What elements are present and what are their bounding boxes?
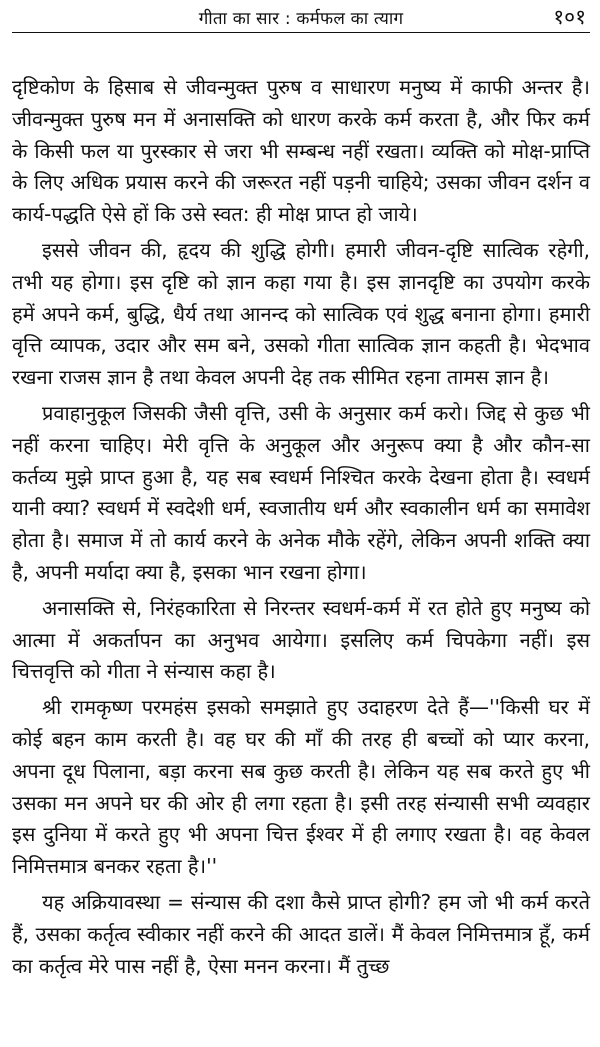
paragraph-2: इससे जीवन की, हृदय की शुद्धि होगी। हमारी जीवन-दृष्टि सात्विक रहेगी, तभी यह होगा। इस दृष्टि को ज्ञान कहा गया है। इस ज्ञानदृष्टि का उपयोग करके हमें अपने कर्म, बुद्धि, धैर्य तथा आनन्द को सात्विक एवं शुद्ध बनाना होगा। हमारी वृत्ति व्यापक, उदार और सम बने, उसको गीता सात्विक ज्ञान कहती है। भेदभाव रखना राजस ज्ञान है तथा केवल अपनी देह तक सीमित रहना तामस ज्ञान है। [12,237,590,390]
header-rule [12,32,590,33]
running-header [12,0,590,34]
paragraph-5: श्री रामकृष्ण परमहंस इसको समझाते हुए उदाहरण देते हैं—''किसी घर में कोई बहन काम करती है। वह घर की माँ की तरह ही बच्चों को प्यार करना, अपना दूध पिलाना, बड़ा करना सब कुछ करती है। लेकिन यह सब करते हुए भी उसका मन अपने घर की ओर ही लगा रहता है। इसी तरह संन्यासी सभी व्यवहार इस दुनिया में करते हुए भी अपना चित्त ईश्वर में ही लगाए रखता है। वह केवल निमित्तमात्र बनकर रहता है।'' [12,695,590,879]
page-number: १०१ [553,5,586,29]
paragraph-6: यह अक्रियावस्था = संन्यास की दशा कैसे प्राप्त होगी? हम जो भी कर्म करते हैं, उसका कर्तृत्व स्वीकार नहीं करने की आदत डालें। मैं केवल निमित्तमात्र हूँ, कर्म का कर्तृत्व मेरे पास नहीं है, ऐसा मनन करना। मैं तुच्छ [12,889,590,978]
paragraph-3: प्रवाहानुकूल जिसकी जैसी वृत्ति, उसी के अनुसार कर्म करो। जिद्द से कुछ भी नहीं करना चाहिए। मेरी वृत्ति के अनुकूल और अनुरूप क्या है और कौन-सा कर्तव्य मुझे प्राप्त हुआ है, यह सब स्वधर्म निश्चित करके देखना होता है। स्वधर्म यानी क्या? स्वधर्म में स्वदेशी धर्म, स्वजातीय धर्म और स्वकालीन धर्म का समावेश होता है। समाज में तो कार्य करने के अनेक मौके रहेंगे, लेकिन अपनी शक्ति क्या है, अपनी मर्यादा क्या है, इसका भान रखना होगा। [12,400,590,584]
running-title: गीता का सार : कर्मफल का त्याग [198,9,404,29]
body-text [12,34,590,982]
paragraph-4: अनासक्ति से, निरंहकारिता से निरन्तर स्वधर्म-कर्म में रत होते हुए मनुष्य को आत्मा में अकर्तापन का अनुभव आयेगा। इसलिए कर्म चिपकेगा नहीं। इस चित्तवृत्ति को गीता ने संन्यास कहा है। [12,595,590,684]
paragraph-1: दृष्टिकोण के हिसाब से जीवन्मुक्त पुरुष व साधारण मनुष्य में काफी अन्तर है। जीवन्मुक्त पुरुष मन में अनासक्ति को धारण करके कर्म करता है, और फिर कर्म के किसी फल या पुरस्कार से जरा भी सम्बन्ध नहीं रखता। व्यक्ति को मोक्ष-प्राप्ति के लिए अधिक प्रयास करने की जरूरत नहीं पड़नी चाहिये; उसका जीवन दर्शन व कार्य-पद्धति ऐसे हों कि उसे स्वत: ही मोक्ष प्राप्त हो जाये। [12,75,590,227]
